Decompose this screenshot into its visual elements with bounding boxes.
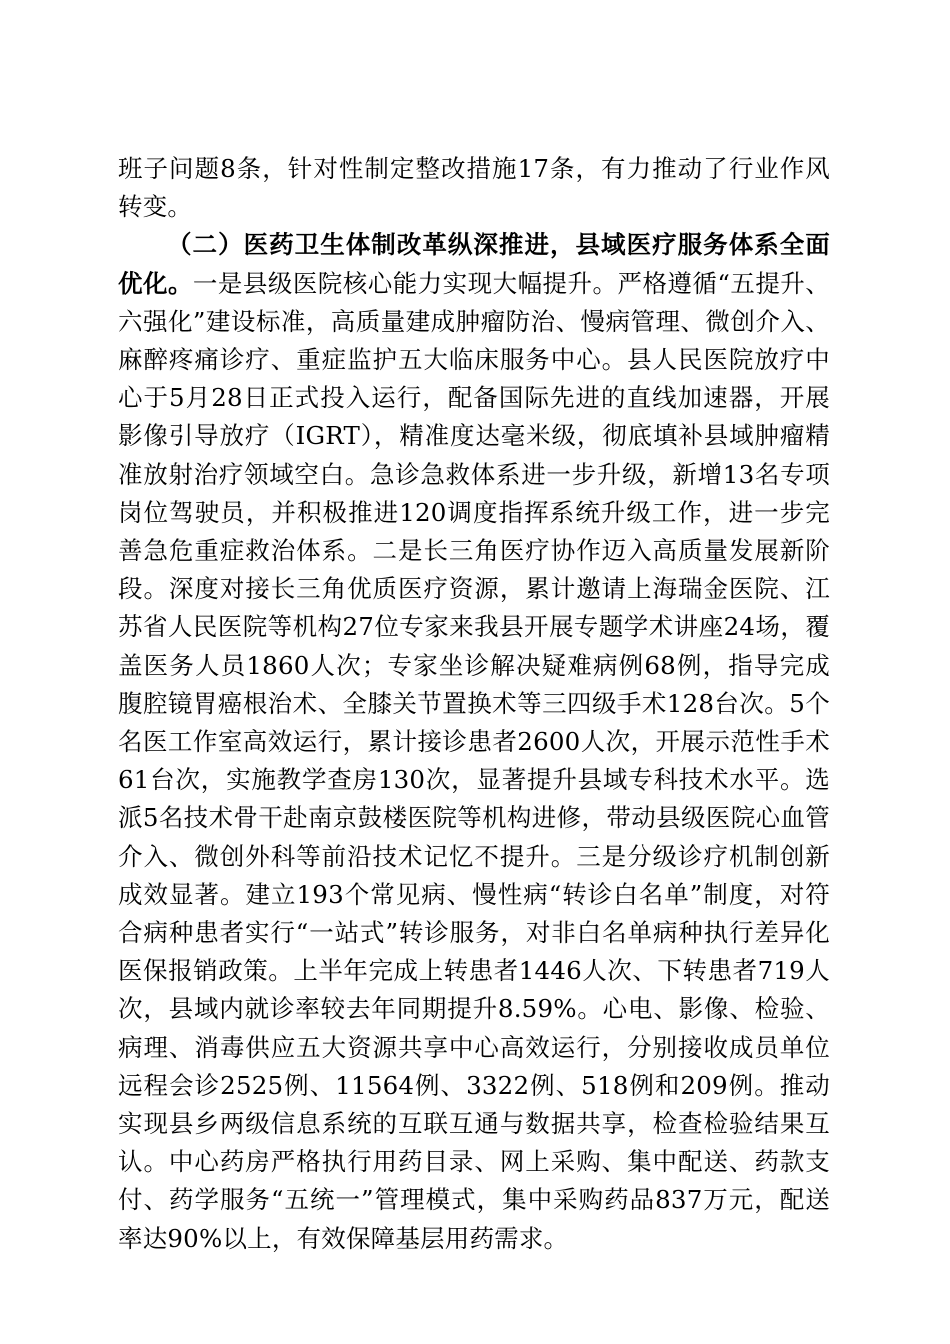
section-heading: （二）医药卫生体制改革纵深推进，县域医疗服务体系全面优化。 <box>118 230 830 298</box>
document-body <box>118 150 830 1258</box>
section-body-text: 一是县级医院核心能力实现大幅提升。严格遵循“五提升、六强化”建设标准，高质量建成肿瘤防治、慢病管理、微创介入、麻醉疼痛诊疗、重症监护五大临床服务中心。县人民医院放疗中心于5月28日正式投入运行，配备国际先进的直线加速器，开展影像引导放疗（IGRT），精准度达毫米级，彻底填补县域肿瘤精准放射治疗领域空白。急诊急救体系进一步升级，新增13名专项岗位驾驶员，并积极推进120调度指挥系统升级工作，进一步完善急危重症救治体系。二是长三角医疗协作迈入高质量发展新阶段。深度对接长三角优质医疗资源，累计邀请上海瑞金医院、江苏省人民医院等机构27位专家来我县开展专题学术讲座24场，覆盖医务人员1860人次；专家坐诊解决疑难病例68例，指导完成腹腔镜胃癌根治术、全膝关节置换术等三四级手术128台次。5个名医工作室高效运行，累计接诊患者2600人次，开展示范性手术61台次，实施教学查房130次，显著提升县域专科技术水平。选派5名技术骨干赴南京鼓楼医院等机构进修，带动县级医院心血管介入、微创外科等前沿技术记忆不提升。三是分级诊疗机制创新成效显著。建立193个常见病、慢性病“转诊白名单”制度，对符合病种患者实行“一站式”转诊服务，对非白名单病种执行差异化医保报销政策。上半年完成上转患者1446人次、下转患者719人次，县域内就诊率较去年同期提升8.59%。心电、影像、检验、病理、消毒供应五大资源共享中心高效运行，分别接收成员单位远程会诊2525例、11564例、3322例、518例和209例。推动实现县乡两级信息系统的互联互通与数据共享，检查检验结果互认。中心药房严格执行用药目录、网上采购、集中配送、药款支付、药学服务“五统一”管理模式，集中采购药品837万元，配送率达90%以上，有效保障基层用药需求。 <box>118 268 830 1253</box>
paragraph-section-2 <box>118 226 830 1257</box>
paragraph-continuation <box>118 150 830 226</box>
paragraph-1-text: 班子问题8条，针对性制定整改措施17条，有力推动了行业作风转变。 <box>118 154 830 222</box>
